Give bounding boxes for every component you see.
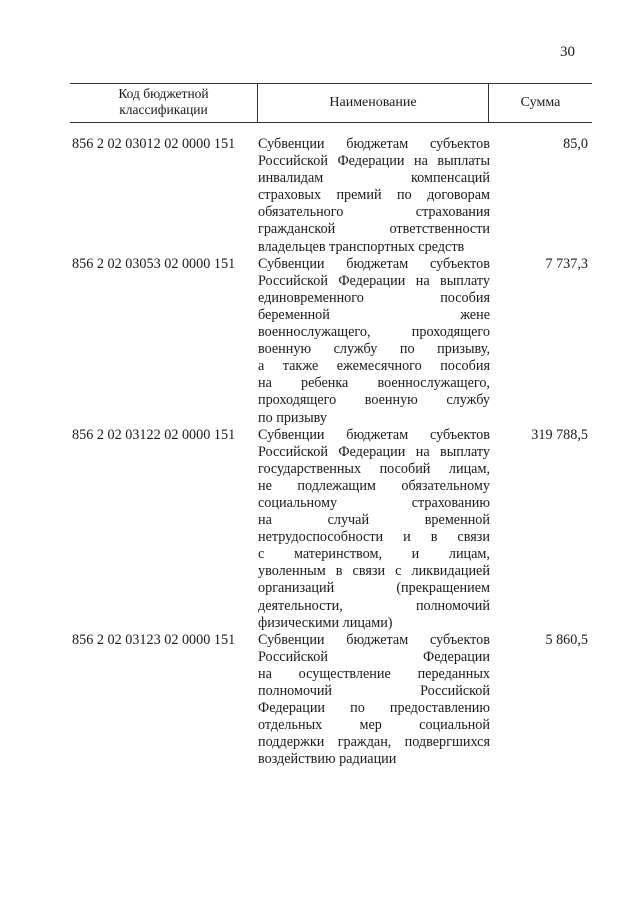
item-name-line: деятельности, полномочий [258, 597, 490, 614]
item-name-line: Российской Федерации [258, 648, 490, 665]
item-name-line: физическими лицами) [258, 614, 393, 631]
item-name-line: отдельных мер социальной [258, 717, 490, 734]
header-name: Наименование [258, 84, 489, 122]
budget-code: 856 2 02 03123 02 0000 151 [72, 631, 236, 648]
budget-code: 856 2 02 03053 02 0000 151 [72, 255, 236, 272]
item-name-line: Субвенции бюджетам субъектов [258, 255, 490, 272]
item-name-line: инвалидам компенсаций [258, 170, 490, 187]
item-name-line: поддержки граждан, подвергшихся [258, 734, 490, 751]
table-row [70, 136, 592, 256]
item-name-line: нетрудоспособности и в связи [258, 529, 490, 546]
item-name-line: Российской Федерации на выплату [258, 443, 490, 460]
item-name-line: государственных пособий лицам, [258, 460, 490, 477]
item-name-line: Российской Федерации на выплаты [258, 153, 490, 170]
item-name-line: проходящего военную службу [258, 392, 490, 409]
item-name-line: страховых премий по договорам [258, 187, 490, 204]
header-sum: Сумма [520, 95, 561, 110]
item-name-line: на ребенка военнослужащего, [258, 375, 490, 392]
page-number: 30 [560, 44, 575, 60]
item-name-line: уволенным в связи с ликвидацией [258, 563, 490, 580]
item-name-line: гражданской ответственности [258, 221, 490, 238]
budget-code: 856 2 02 03012 02 0000 151 [72, 136, 236, 152]
budget-code: 856 2 02 03122 02 0000 151 [72, 426, 236, 443]
item-name-line: владельцев транспортных средств [258, 238, 465, 255]
item-name-line: Федерации по предоставлению [258, 700, 490, 717]
item-name-line: на случай временной [258, 512, 490, 529]
item-name [258, 632, 490, 769]
item-sum: 5 860,5 [545, 631, 588, 648]
table-row [70, 427, 592, 632]
item-name-line: обязательного страхования [258, 204, 490, 221]
table-row [70, 632, 592, 769]
item-name-line: с материнством, и лицам, [258, 546, 490, 563]
item-name-line: не подлежащим обязательному [258, 477, 490, 494]
item-name [258, 427, 490, 632]
item-name-line: военнослужащего, проходящего [258, 324, 490, 341]
item-name-line: воздействию радиации [258, 751, 397, 768]
item-name-line: по призыву [258, 409, 327, 426]
item-sum: 85,0 [563, 136, 588, 152]
item-sum: 7 737,3 [545, 255, 588, 272]
table-body [70, 136, 592, 768]
item-name-line: на осуществление переданных [258, 665, 490, 682]
item-name-line: Субвенции бюджетам субъектов [258, 631, 490, 648]
item-name-line: Субвенции бюджетам субъектов [258, 136, 490, 152]
header-code [70, 84, 258, 122]
item-name-line: единовременного пособия [258, 289, 490, 306]
table-header [70, 83, 592, 123]
item-name-line: Субвенции бюджетам субъектов [258, 426, 490, 443]
table-row [70, 256, 592, 427]
item-name-line: беременной жене [258, 306, 490, 323]
item-name-line: полномочий Российской [258, 683, 490, 699]
item-name-line: военную службу по призыву, [258, 341, 490, 358]
item-name-line: а также ежемесячного пособия [258, 358, 490, 375]
header-code-line1: Код бюджетной [118, 86, 209, 101]
header-code-line2: классификации [119, 102, 208, 117]
item-name [258, 136, 490, 256]
item-name-line: организаций (прекращением [258, 580, 490, 597]
item-sum: 319 788,5 [531, 426, 588, 443]
item-name [258, 256, 490, 427]
item-name-line: социальному страхованию [258, 494, 490, 511]
item-name-line: Российской Федерации на выплату [258, 272, 490, 289]
